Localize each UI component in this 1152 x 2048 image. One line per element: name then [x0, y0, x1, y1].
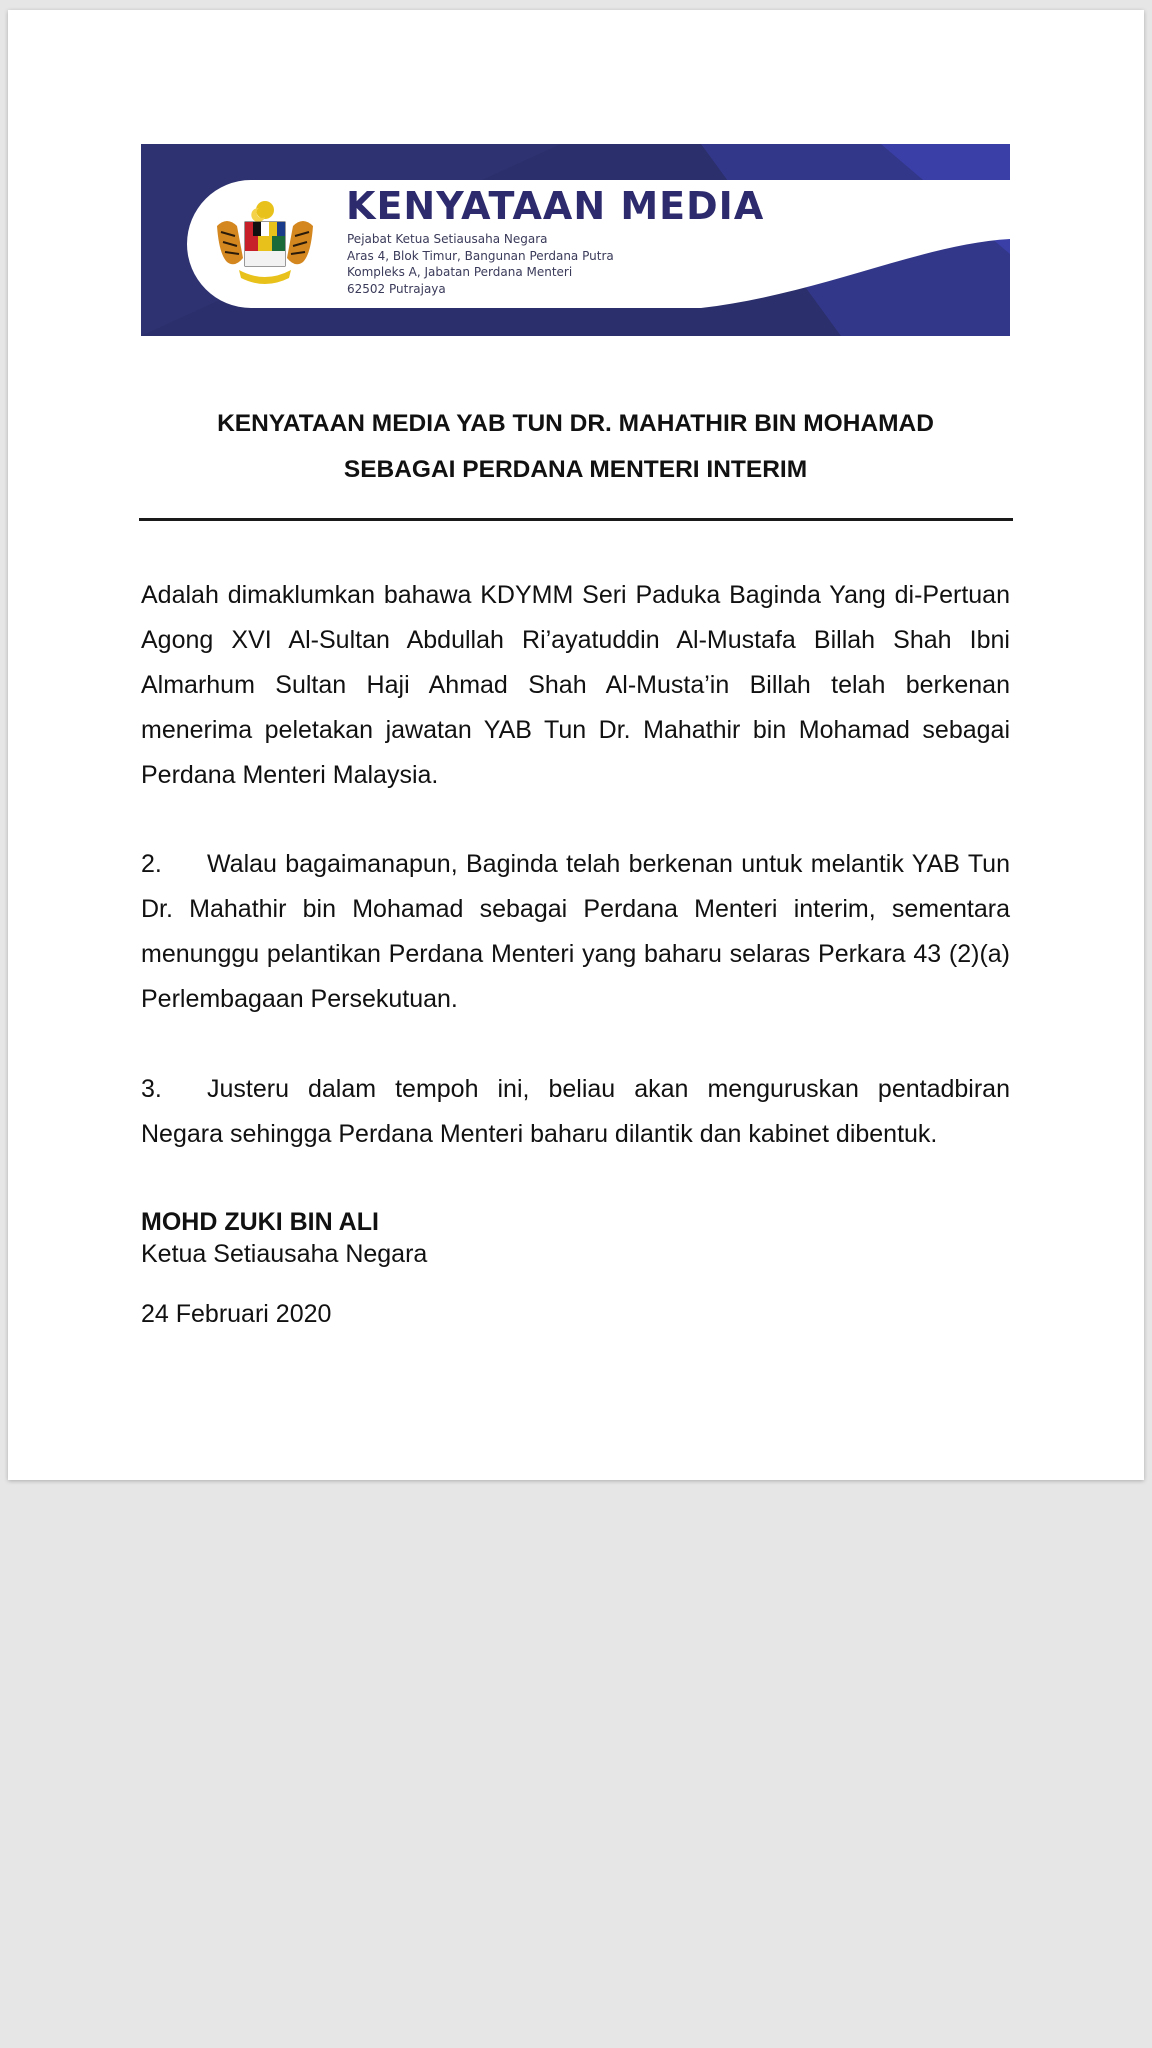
paragraph-1 — [141, 573, 1010, 798]
paragraph-text: Justeru dalam tempoh ini, beliau akan menguruskan pentadbiran Negara sehingga Perdana Menteri baharu dilantik dan kabinet dibentuk. — [141, 1075, 1010, 1148]
media-statement-banner — [141, 144, 1010, 336]
heading-divider — [139, 518, 1013, 521]
address-line: Pejabat Ketua Setiausaha Negara — [347, 232, 548, 246]
banner-address — [347, 231, 614, 297]
signatory-name: MOHD ZUKI BIN ALI — [141, 1208, 379, 1236]
paragraph-text: Adalah dimaklumkan bahawa KDYMM Seri Paduka Baginda Yang di-Pertuan Agong XVI Al-Sultan Abdullah Ri’ayatuddin Al-Mustafa Billah Shah Ibni Almarhum Sultan Haji Ahmad Shah Al-Musta’in Billah telah berkenan menerima peletakan jawatan YAB Tun Dr. Mahathir bin Mohamad sebagai Perdana Menteri Malaysia. — [141, 581, 1010, 789]
statement-heading — [141, 401, 1010, 493]
address-line: 62502 Putrajaya — [347, 281, 446, 296]
heading-line-2: SEBAGAI PERDANA MENTERI INTERIM — [343, 456, 808, 483]
heading-line-1: KENYATAAN MEDIA YAB TUN DR. MAHATHIR BIN MOHAMAD — [217, 410, 934, 437]
address-line: Kompleks A, Jabatan Perdana Menteri — [347, 265, 573, 279]
paragraph-2 — [141, 842, 1010, 1022]
document-page — [8, 10, 1144, 1480]
coat-of-arms-icon — [209, 196, 321, 288]
signatory-title: Ketua Setiausaha Negara — [141, 1240, 428, 1268]
address-line: Aras 4, Blok Timur, Bangunan Perdana Putra — [347, 248, 614, 263]
statement-date: 24 Februari 2020 — [141, 1300, 332, 1328]
banner-title: KENYATAAN MEDIA — [346, 184, 765, 228]
paragraph-number: 3. — [141, 1075, 162, 1103]
paragraph-text: Walau bagaimanapun, Baginda telah berkenan untuk melantik YAB Tun Dr. Mahathir bin Mohamad sebagai Perdana Menteri interim, sementara menunggu pelantikan Perdana Menteri yang baharu selaras Perkara 43 (2)(a) Perlembagaan Persekutuan. — [141, 850, 1010, 1013]
paragraph-3 — [141, 1067, 1010, 1157]
paragraph-number: 2. — [141, 850, 162, 878]
